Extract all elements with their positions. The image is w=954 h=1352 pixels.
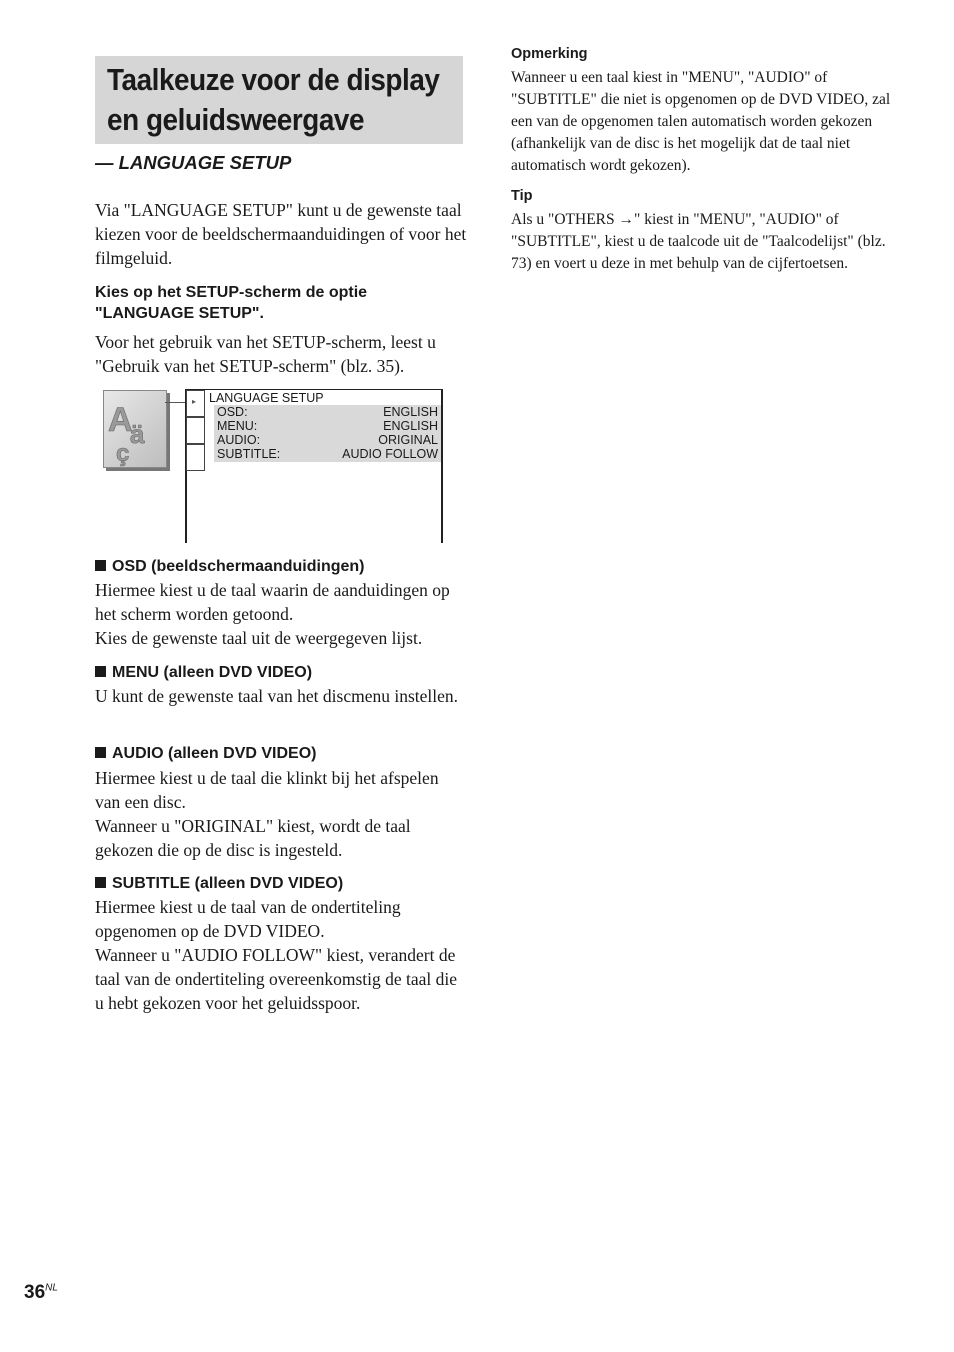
osd-row-value: ENGLISH — [383, 419, 438, 433]
osd-row-osd — [214, 405, 441, 419]
section-paragraph: Hiermee kiest u de taal die klinkt bij het afspelen van een disc. — [95, 768, 439, 812]
section-body-menu — [95, 684, 467, 708]
section-paragraph: Wanneer u "AUDIO FOLLOW" kiest, verandert de taal van de ondertiteling overeenkomstig de taal die u hebt gekozen voor het geluidsspoor. — [95, 945, 458, 1013]
section-body-osd — [95, 578, 467, 650]
arrow-right-icon: ▸ — [192, 397, 197, 406]
language-setup-icon — [103, 390, 167, 468]
svg-text:ä: ä — [130, 419, 145, 449]
osd-tab — [186, 444, 205, 471]
section-paragraph: U kunt de gewenste taal van het discmenu instellen. — [95, 686, 459, 706]
osd-row-value: ENGLISH — [383, 405, 438, 419]
osd-row-label: MENU: — [217, 419, 258, 433]
tip-heading: Tip — [511, 188, 533, 204]
svg-text:ç: ç — [116, 440, 130, 467]
osd-settings-list — [214, 405, 441, 462]
osd-row-label: AUDIO: — [217, 433, 261, 447]
page-number-suffix: NL — [45, 1282, 58, 1294]
note-body: Wanneer u een taal kiest in "MENU", "AUDIO" of "SUBTITLE" die niet is opgenomen op de DVD VIDEO, zal een van de opgenomen talen automatisch worden gekozen (afhankelijk van de disc is het mogelijk dat de taal niet automatisch wordt gekozen). — [511, 69, 891, 174]
osd-row-label: OSD: — [217, 405, 248, 419]
note-heading: Opmerking — [511, 46, 588, 62]
page-title-line-1: Taalkeuze voor de display — [107, 62, 440, 97]
page-title-box — [95, 56, 463, 144]
step-heading: Kies op het SETUP-scherm de optie "LANGUAGE SETUP". — [95, 284, 368, 322]
osd-row-value: AUDIO FOLLOW — [342, 447, 438, 461]
osd-row-audio — [214, 433, 441, 447]
section-paragraph: Wanneer u "ORIGINAL" kiest, wordt de taal gekozen die op de disc is ingesteld. — [95, 816, 411, 860]
section-heading-osd: OSD (beeldschermaanduidingen) — [95, 557, 467, 577]
square-bullet-icon — [95, 560, 106, 571]
osd-row-menu — [214, 419, 441, 433]
osd-row-subtitle — [214, 447, 441, 461]
section-body-subtitle — [95, 895, 467, 1015]
page-subtitle: — LANGUAGE SETUP — [95, 152, 292, 173]
section-paragraph: Hiermee kiest u de taal waarin de aanduidingen op het scherm worden getoond. — [95, 580, 450, 624]
svg-text:A: A — [108, 401, 133, 439]
page-title-line-2: en geluidsweergave — [107, 102, 365, 137]
page-title — [107, 60, 440, 140]
step-body: Voor het gebruik van het SETUP-scherm, leest u "Gebruik van het SETUP-scherm" (blz. 35). — [95, 332, 436, 376]
section-heading-subtitle: SUBTITLE (alleen DVD VIDEO) — [95, 874, 467, 894]
page-number: $36^{NL}$ — [24, 1282, 58, 1303]
tip-body: Als u "OTHERS →" kiest in "MENU", "AUDIO" of "SUBTITLE", kiest u de taalcode uit de "Taalcodelijst" (blz. 73) en voert u deze in met behulp van de cijfertoetsen. — [511, 211, 886, 272]
section-heading-menu: MENU (alleen DVD VIDEO) — [95, 663, 467, 683]
osd-row-label: SUBTITLE: — [217, 447, 281, 461]
osd-row-value: ORIGINAL — [378, 433, 438, 447]
square-bullet-icon — [95, 747, 106, 758]
osd-title: LANGUAGE SETUP — [209, 391, 324, 405]
osd-tab — [186, 417, 205, 444]
square-bullet-icon — [95, 877, 106, 888]
section-body-audio — [95, 766, 467, 862]
section-paragraph: Kies de gewenste taal uit de weergegeven lijst. — [95, 628, 423, 648]
section-paragraph: Hiermee kiest u de taal van de ondertiteling opgenomen op de DVD VIDEO. — [95, 897, 401, 941]
intro-paragraph: Via "LANGUAGE SETUP" kunt u de gewenste taal kiezen voor de beeldschermaanduidingen of voor het filmgeluid. — [95, 200, 467, 268]
square-bullet-icon — [95, 666, 106, 677]
section-heading-audio: AUDIO (alleen DVD VIDEO) — [95, 744, 467, 764]
